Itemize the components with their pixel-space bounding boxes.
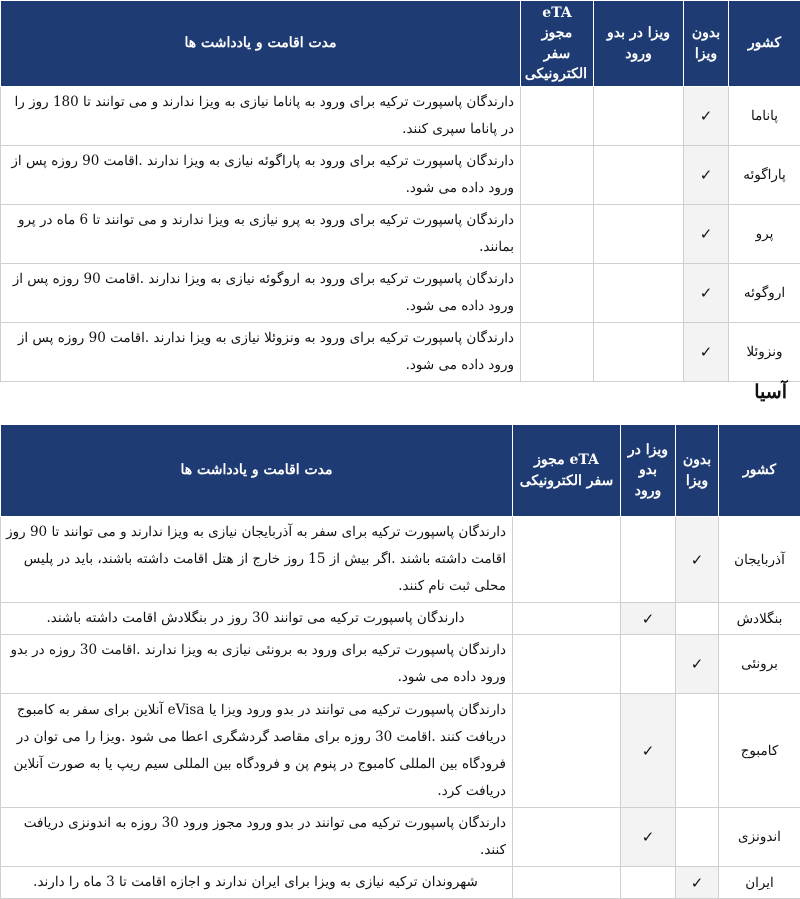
eta-cell (521, 87, 594, 146)
visa-free-check-icon: ✓ (684, 87, 729, 146)
eta-cell (521, 205, 594, 264)
visa-free-check-icon: ✓ (684, 146, 729, 205)
notes-cell: دارندگان پاسپورت ترکیه برای ورود به اروگوئه نیازی به ویزا ندارند .اقامت 90 روزه پس از ورود داده می شود. (1, 264, 521, 323)
table-row (1, 205, 800, 264)
visa-free-check-icon: ✓ (676, 517, 719, 603)
table-row (1, 146, 800, 205)
header-notes: مدت اقامت و یادداشت ها (1, 1, 521, 87)
visa-free-cell (676, 603, 719, 635)
eta-cell (513, 603, 621, 635)
table-row (1, 694, 800, 808)
asia-visa-table (0, 424, 800, 899)
visa-free-cell (676, 694, 719, 808)
visa-free-check-icon: ✓ (684, 264, 729, 323)
table-row (1, 635, 800, 694)
notes-cell: دارندگان پاسپورت ترکیه برای سفر به آذربایجان نیازی به ویزا ندارند و می توانند تا 90 روز اقامت داشته باشند .اگر بیش از 15 روز خارج از هتل اقامت داشته باشند، باید در پلیس محلی ثبت نام کنند. (1, 517, 513, 603)
eta-cell (513, 808, 621, 867)
eta-cell (513, 867, 621, 899)
table-row (1, 867, 800, 899)
eta-cell (521, 264, 594, 323)
notes-cell: دارندگان پاسپورت ترکیه برای ورود به برونئی نیازی به ویزا ندارند .اقامت 30 روزه در بدو ورود داده می شود. (1, 635, 513, 694)
notes-cell: شهروندان ترکیه نیازی به ویزا برای ایران ندارند و اجازه اقامت تا 3 ماه را دارند. (1, 867, 513, 899)
country-cell: برونئی (719, 635, 800, 694)
visa-on-arrival-cell (621, 635, 676, 694)
visa-on-arrival-cell (594, 146, 684, 205)
visa-on-arrival-check-icon: ✓ (621, 808, 676, 867)
visa-on-arrival-check-icon: ✓ (621, 694, 676, 808)
country-cell: پاناما (729, 87, 800, 146)
header-visa-on-arrival: ویزا در بدو ورود (621, 425, 676, 517)
header-eta: eTA مجوز سفر الکترونیکی (521, 1, 594, 87)
country-cell: ونزوئلا (729, 323, 800, 382)
header-visa-free: بدون ویزا (676, 425, 719, 517)
header-country: کشور (719, 425, 800, 517)
visa-on-arrival-cell (594, 323, 684, 382)
country-cell: بنگلادش (719, 603, 800, 635)
visa-free-check-icon: ✓ (676, 867, 719, 899)
notes-cell: دارندگان پاسپورت ترکیه برای ورود به پرو نیازی به ویزا ندارند و می توانند تا 6 ماه در پرو بمانند. (1, 205, 521, 264)
country-cell: آذربایجان (719, 517, 800, 603)
notes-cell: دارندگان پاسپورت ترکیه می توانند در بدو ورود ویزا یا eVisa آنلاین برای سفر به کامبوج دریافت کنند .اقامت 30 روزه برای مقاصد گردشگری اعطا می شود .ویزا را می توان در فرودگاه بین المللی کامبوج در پنوم پن و فرودگاه بین المللی سیم ریپ یا به صورت آنلاین دریافت کرد. (1, 694, 513, 808)
table-row (1, 808, 800, 867)
eta-cell (513, 694, 621, 808)
table-row (1, 603, 800, 635)
header-notes: مدت اقامت و یادداشت ها (1, 425, 513, 517)
table-row (1, 517, 800, 603)
header-visa-on-arrival: ویزا در بدو ورود (594, 1, 684, 87)
country-cell: پرو (729, 205, 800, 264)
notes-cell: دارندگان پاسپورت ترکیه می توانند در بدو ورود مجوز ورود 30 روزه به اندونزی دریافت کنند. (1, 808, 513, 867)
country-cell: ایران (719, 867, 800, 899)
section-title-asia: آسیا (0, 376, 787, 408)
visa-free-cell (676, 808, 719, 867)
americas-visa-table (0, 0, 800, 382)
country-cell: اندونزی (719, 808, 800, 867)
eta-cell (513, 635, 621, 694)
country-cell: پاراگوئه (729, 146, 800, 205)
header-country: کشور (729, 1, 800, 87)
asia-table-wrapper (0, 424, 800, 899)
eta-cell (521, 323, 594, 382)
visa-on-arrival-cell (594, 205, 684, 264)
visa-free-check-icon: ✓ (684, 205, 729, 264)
americas-table-wrapper (0, 0, 800, 382)
visa-free-check-icon: ✓ (684, 323, 729, 382)
table-row (1, 87, 800, 146)
visa-on-arrival-cell (621, 867, 676, 899)
table-header-row (1, 425, 800, 517)
country-cell: کامبوج (719, 694, 800, 808)
notes-cell: دارندگان پاسپورت ترکیه برای ورود به پاناما نیازی به ویزا ندارند و می توانند تا 180 روز را در پاناما سپری کنند. (1, 87, 521, 146)
visa-on-arrival-cell (621, 517, 676, 603)
notes-cell: دارندگان پاسپورت ترکیه می توانند 30 روز در بنگلادش اقامت داشته باشند. (1, 603, 513, 635)
visa-free-check-icon: ✓ (676, 635, 719, 694)
header-visa-free: بدون ویزا (684, 1, 729, 87)
visa-on-arrival-check-icon: ✓ (621, 603, 676, 635)
table-header-row (1, 1, 800, 87)
visa-on-arrival-cell (594, 87, 684, 146)
notes-cell: دارندگان پاسپورت ترکیه برای ورود به ونزوئلا نیازی به ویزا ندارند .اقامت 90 روزه پس از ورود داده می شود. (1, 323, 521, 382)
country-cell: اروگوئه (729, 264, 800, 323)
table-row (1, 264, 800, 323)
eta-cell (521, 146, 594, 205)
eta-cell (513, 517, 621, 603)
notes-cell: دارندگان پاسپورت ترکیه برای ورود به پاراگوئه نیازی به ویزا ندارند .اقامت 90 روزه پس از ورود داده می شود. (1, 146, 521, 205)
header-eta: eTA مجوز سفر الکترونیکی (513, 425, 621, 517)
visa-on-arrival-cell (594, 264, 684, 323)
table-row (1, 323, 800, 382)
